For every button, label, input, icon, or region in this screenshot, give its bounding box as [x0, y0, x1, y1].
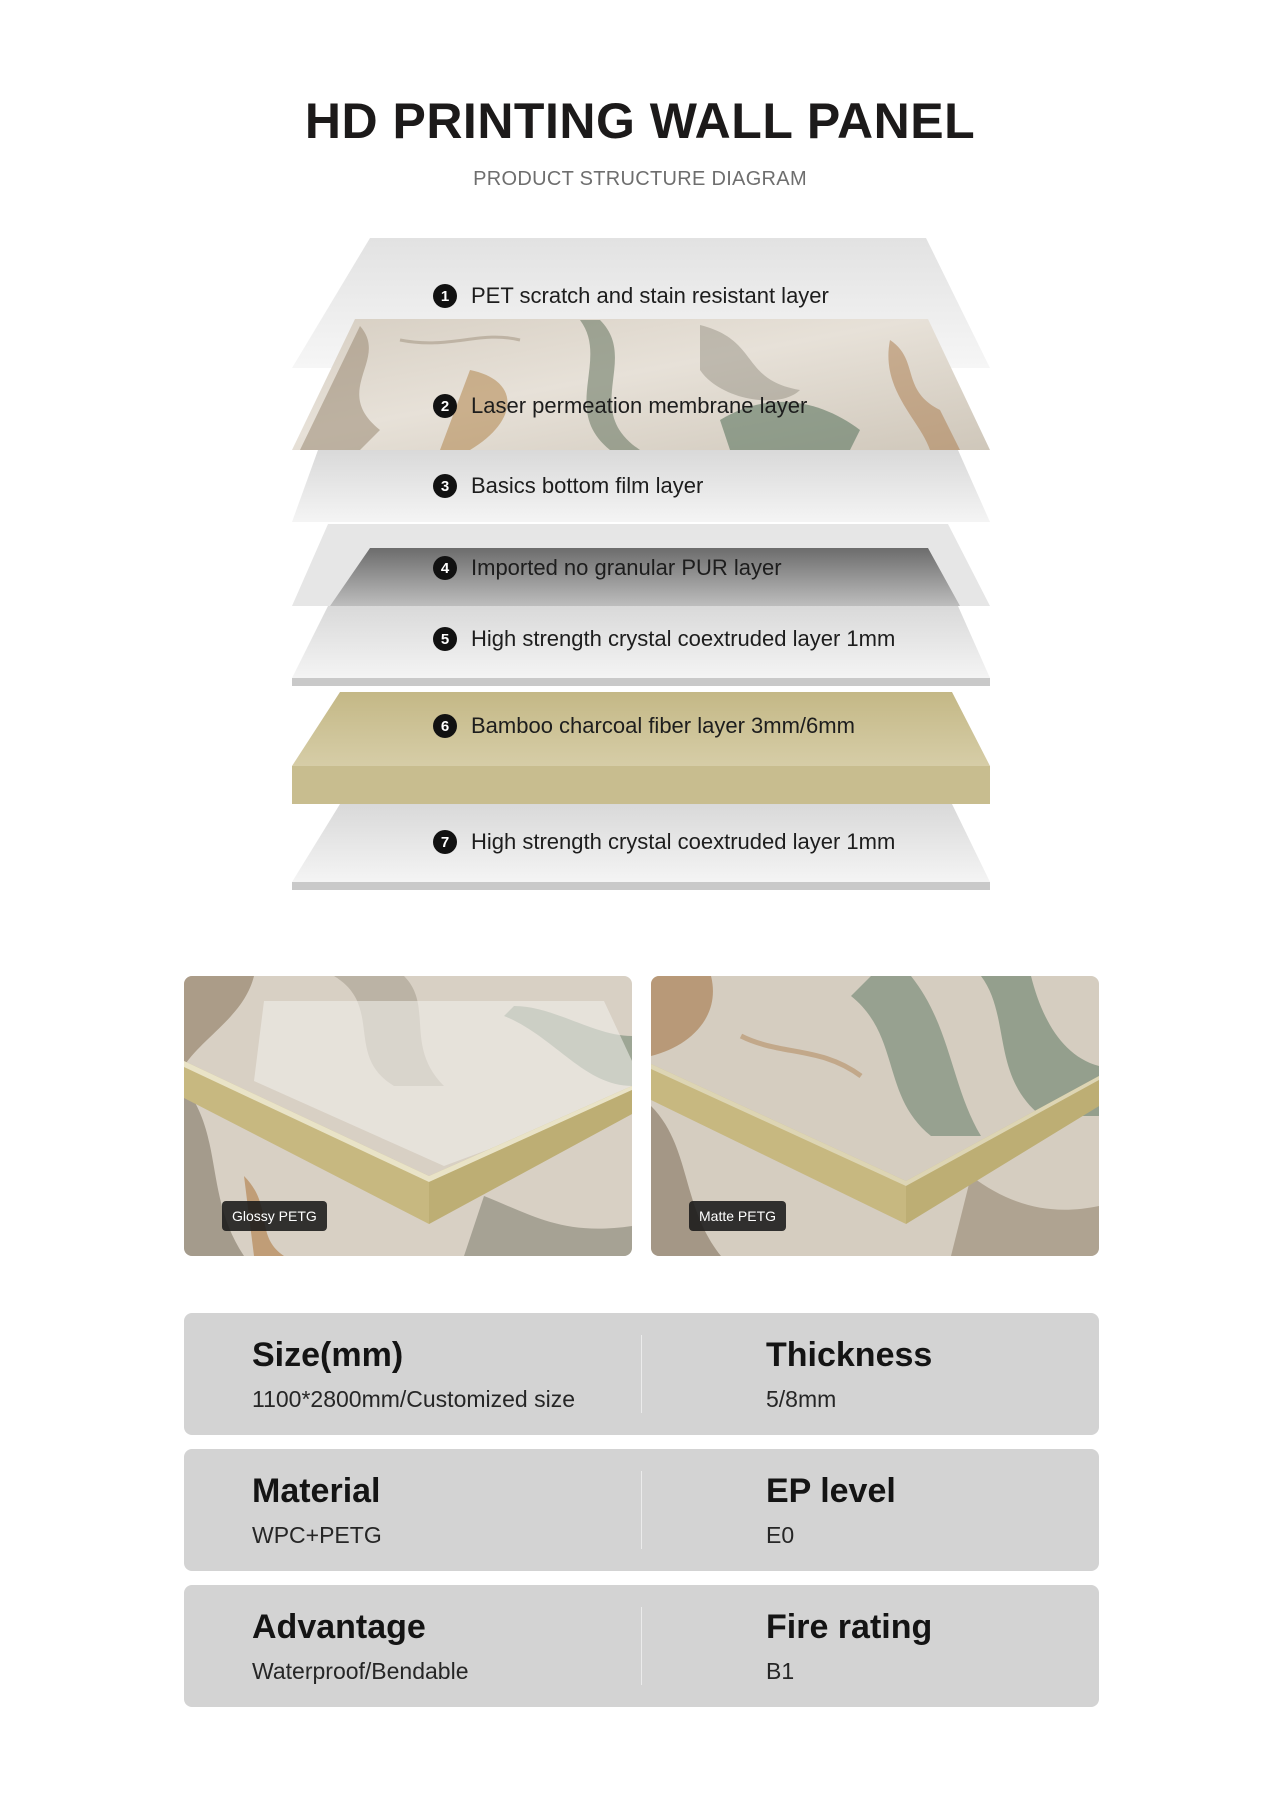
- spec-value: 1100*2800mm/Customized size: [252, 1386, 576, 1412]
- spec-value: Waterproof/Bendable: [252, 1658, 469, 1684]
- matte-sample-photo: [651, 976, 1099, 1256]
- layer-label: [433, 281, 829, 311]
- spec-label: EP level: [766, 1472, 896, 1510]
- spec-divider: [641, 1471, 642, 1549]
- layer-number-badge: 6: [433, 714, 457, 738]
- glossy-petg-tag: Glossy PETG: [222, 1201, 327, 1231]
- layer-name: High strength crystal coextruded layer 1mm: [471, 829, 896, 854]
- layer-label: [433, 827, 895, 857]
- spec-value: 5/8mm: [766, 1386, 837, 1412]
- layer-label: [433, 711, 855, 741]
- layer-7-edge: [292, 882, 990, 890]
- layer-label: [433, 624, 895, 654]
- spec-row: [184, 1313, 1099, 1435]
- layer-name: Laser permeation membrane layer: [471, 393, 808, 418]
- spec-divider: [641, 1607, 642, 1685]
- matte-petg-tag: Matte PETG: [689, 1201, 786, 1231]
- spec-cell-ep-level: [766, 1471, 896, 1549]
- page-title: HD PRINTING WALL PANEL: [304, 93, 976, 149]
- spec-row: [184, 1449, 1099, 1571]
- layer-name: High strength crystal coextruded layer 1mm: [471, 626, 896, 651]
- layer-name: PET scratch and stain resistant layer: [471, 283, 829, 308]
- glossy-sample-photo: [184, 976, 632, 1256]
- layer-number-badge: 3: [433, 474, 457, 498]
- layer-label: [433, 471, 703, 501]
- page-subtitle: PRODUCT STRUCTURE DIAGRAM: [473, 168, 807, 190]
- layer-number-badge: 1: [433, 284, 457, 308]
- layer-stack-diagram: [0, 230, 1280, 910]
- spec-value: E0: [766, 1522, 795, 1548]
- spec-cell-material: [252, 1471, 382, 1549]
- spec-label: Thickness: [766, 1336, 933, 1374]
- layer-label: [433, 553, 782, 583]
- spec-label: Material: [252, 1472, 381, 1510]
- spec-row: [184, 1585, 1099, 1707]
- layer-2-shape: [292, 319, 990, 450]
- spec-label: Size(mm): [252, 1336, 404, 1374]
- layer-number-badge: 4: [433, 556, 457, 580]
- spec-value: WPC+PETG: [252, 1522, 382, 1548]
- layer-number-badge: 5: [433, 627, 457, 651]
- spec-value: B1: [766, 1658, 795, 1684]
- layer-name: Bamboo charcoal fiber layer 3mm/6mm: [471, 713, 855, 738]
- spec-cell-fire-rating: [766, 1607, 932, 1685]
- spec-label: Advantage: [252, 1608, 426, 1646]
- layer-number-badge: 7: [433, 830, 457, 854]
- spec-divider: [641, 1335, 642, 1413]
- spec-label: Fire rating: [766, 1608, 933, 1646]
- spec-cell-thickness: [766, 1335, 932, 1413]
- layer-name: Basics bottom film layer: [471, 473, 704, 498]
- layer-label: [433, 391, 807, 421]
- layer-5-edge: [292, 678, 990, 686]
- layer-6-edge: [292, 766, 990, 804]
- layer-number-badge: 2: [433, 394, 457, 418]
- spec-cell-advantage: [252, 1607, 469, 1685]
- spec-cell-size: [252, 1335, 575, 1413]
- layer-name: Imported no granular PUR layer: [471, 555, 782, 580]
